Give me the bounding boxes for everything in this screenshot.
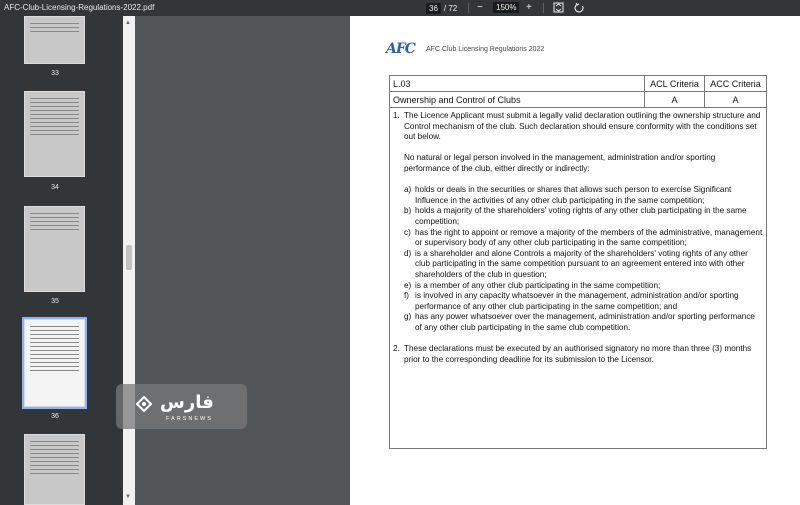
pdf-toolbar (0, 0, 800, 16)
list-item: a) holds or deals in the securities or shares that allows such person to exercise Significant Influence in the activities of any other club participating in the same competition; (404, 185, 732, 205)
paragraph-1b: No natural or legal person involved in the management, administration and/or sporting performance of the club, either directly or indirectly: (404, 153, 716, 173)
scroll-down-icon[interactable]: ▼ (125, 494, 131, 500)
table-row (390, 76, 767, 92)
farsnews-logo-icon (136, 396, 152, 412)
thumbnail-page-33[interactable] (24, 16, 85, 64)
thumbnail-number: 36 (51, 413, 59, 420)
farsnews-watermark (116, 384, 247, 429)
criterion-title: Ownership and Control of Clubs (390, 92, 645, 108)
zoom-level-input[interactable]: 150% (493, 2, 519, 13)
afc-logo: AFC (386, 41, 415, 57)
current-page-input[interactable]: 36 (426, 3, 441, 14)
total-pages: / 72 (443, 3, 458, 13)
condition-list (393, 185, 763, 333)
acl-grade: A (645, 92, 705, 108)
paragraph-number: 1. (393, 111, 400, 120)
list-item: f) is involved in any capacity whatsoever in the management, administration and/or sporting performance of any other club participating in the same competition; and (404, 291, 739, 311)
thumbnail-number: 34 (51, 184, 59, 191)
thumbnail-page-34[interactable] (24, 91, 85, 177)
scroll-up-icon[interactable]: ▲ (125, 20, 131, 26)
paragraph-text: The Licence Applicant must submit a legally valid declaration outlining the ownership structure and Control mechanism of the club. Such declaration should ensure conformity with the conditions set out below. (404, 111, 761, 142)
acc-criteria-header: ACC Criteria (705, 76, 767, 92)
paragraph-number: 2. (393, 344, 400, 354)
acc-grade: A (705, 92, 767, 108)
sidebar-scrollbar-thumb[interactable] (126, 245, 132, 270)
list-item: e) is a member of any other club participating in the same competition; (404, 280, 661, 290)
watermark-text: فارس (160, 392, 214, 413)
zoom-out-button[interactable]: − (477, 2, 483, 13)
thumbnail-content (30, 23, 79, 35)
thumbnail-content (30, 98, 79, 138)
criterion-code: L.03 (390, 76, 645, 92)
list-item: g) has any power whatsoever over the management, administration and/or sporting performance of any other club participating in the same club competition. (404, 312, 755, 332)
criteria-table (389, 75, 767, 108)
paragraph-1 (393, 111, 763, 143)
thumbnail-content (30, 441, 79, 477)
acl-criteria-header: ACL Criteria (645, 76, 705, 92)
list-item: c) has the right to appoint or remove a majority of the members of the administrative, management or supervisory body of any other club participating in the same competition; (404, 227, 763, 248)
list-item: d) is a shareholder and alone Controls a majority of the shareholders' voting rights of any other club participating in the same competition pursuant to an agreement entered into with other shareholders of the club in question; (404, 248, 748, 279)
paragraph-2 (393, 344, 763, 365)
thumbnail-page-36[interactable] (24, 319, 85, 407)
thumbnail-number: 35 (51, 298, 59, 305)
document-title: AFC-Club-Licensing-Regulations-2022.pdf (4, 3, 155, 12)
thumbnail-page-37[interactable] (24, 434, 85, 505)
thumbnail-content (30, 326, 79, 374)
thumbnail-page-35[interactable] (24, 206, 85, 292)
thumbnail-number: 33 (51, 70, 59, 77)
zoom-in-button[interactable]: + (526, 2, 532, 13)
list-item: b) holds a majority of the shareholders' voting rights of any other club participating in the same competition; (404, 206, 747, 226)
criterion-body (389, 108, 767, 449)
page-header-title: AFC Club Licensing Regulations 2022 (426, 46, 545, 53)
thumbnail-content (30, 213, 79, 233)
toolbar-divider (543, 3, 544, 13)
page-indicator (426, 2, 457, 14)
toolbar-divider (468, 3, 469, 13)
paragraph-text: These declarations must be executed by an authorised signatory no more than three (3) months prior to the corresponding deadline for its submission to the Licensor. (404, 344, 752, 364)
watermark-subtext: FARSNEWS (166, 416, 213, 422)
table-row (390, 92, 767, 108)
